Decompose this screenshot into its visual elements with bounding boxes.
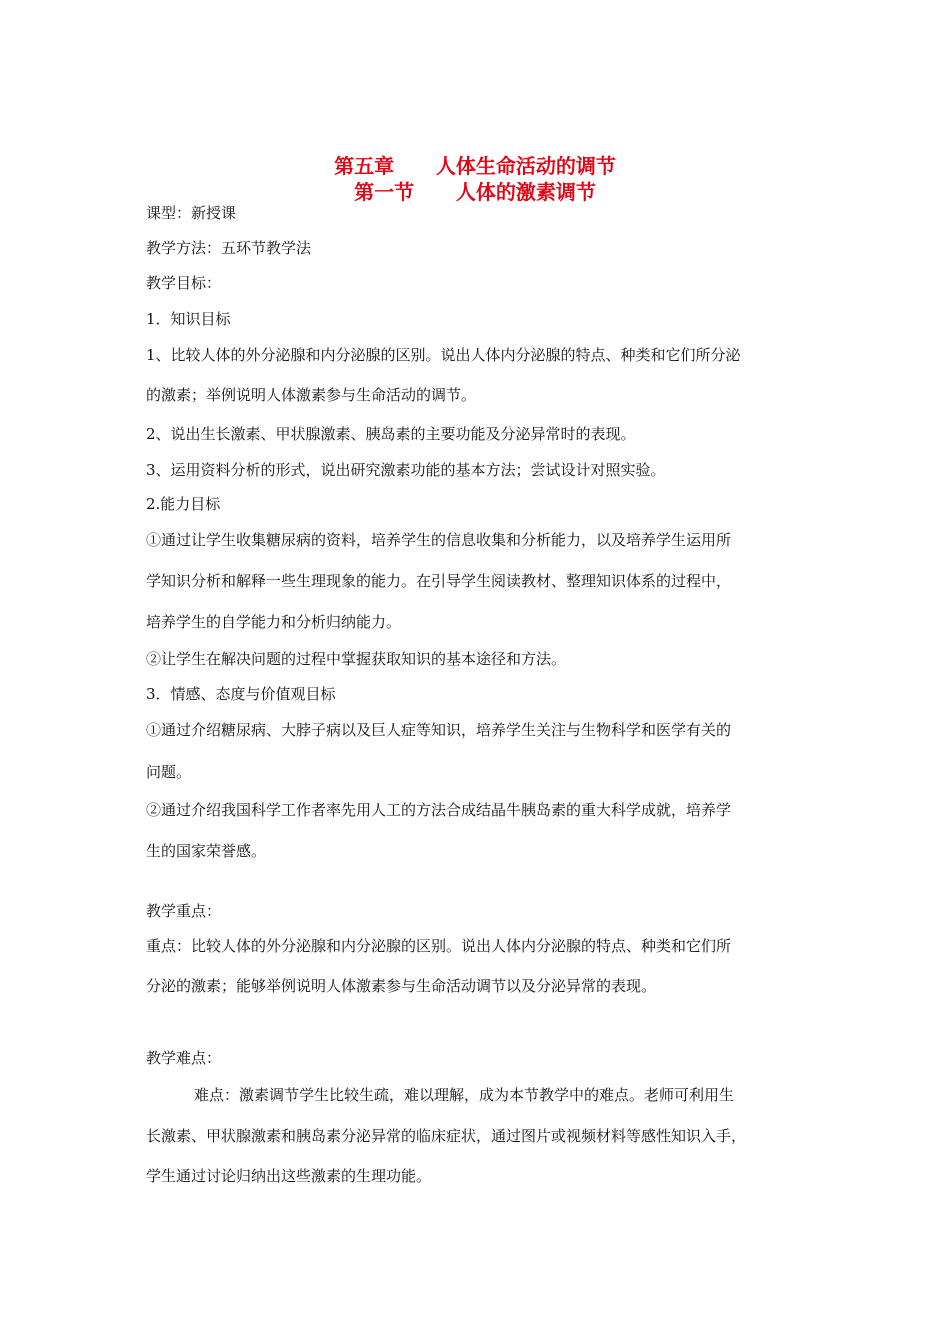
paragraph-line: ①通过介绍糖尿病、大脖子病以及巨人症等知识，培养学生关注与生物科学和医学有关的 (146, 721, 732, 739)
paragraph-line: 生的国家荣誉感。 (146, 842, 267, 860)
section-title: 第一节 人体的激素调节 (354, 180, 596, 204)
difficulties-heading: 教学难点： (146, 1049, 222, 1067)
paragraph-line: ①通过让学生收集糖尿病的资料，培养学生的信息收集和分析能力，以及培养学生运用所 (146, 531, 732, 549)
paragraph-line: 培养学生的自学能力和分析归纳能力。 (146, 613, 402, 631)
paragraph-line: 2、说出生长激素、甲状腺激素、胰岛素的主要功能及分泌异常时的表现。 (146, 425, 636, 443)
paragraph-line: ②通过介绍我国科学工作者率先用人工的方法合成结晶牛胰岛素的重大科学成就，培养学 (146, 801, 732, 819)
attitude-objective-heading: 3．情感、态度与价值观目标 (146, 685, 336, 703)
paragraph-line: 1、比较人体的外分泌腺和内分泌腺的区别。说出人体内分泌腺的特点、种类和它们所分泌 (146, 346, 741, 364)
paragraph-line: 的激素；举例说明人体激素参与生命活动的调节。 (146, 386, 477, 404)
teaching-method: 教学方法：五环节教学法 (146, 239, 312, 257)
knowledge-objective-heading: 1．知识目标 (146, 310, 231, 328)
paragraph-line: 学知识分析和解释一些生理现象的能力。在引导学生阅读教材、整理知识体系的过程中， (146, 572, 732, 590)
key-points-heading: 教学重点： (146, 902, 222, 920)
lesson-type: 课型：新授课 (146, 204, 237, 222)
chapter-title: 第五章 人体生命活动的调节 (334, 154, 616, 178)
paragraph-line: ②让学生在解决问题的过程中掌握获取知识的基本途径和方法。 (146, 650, 567, 668)
paragraph-line: 分泌的激素；能够举例说明人体激素参与生命活动调节以及分泌异常的表现。 (146, 977, 657, 995)
objectives-heading: 教学目标： (146, 274, 222, 292)
paragraph-line: 学生通过讨论归纳出这些激素的生理功能。 (146, 1167, 432, 1185)
paragraph-line: 长激素、甲状腺激素和胰岛素分泌异常的临床症状，通过图片或视频材料等感性知识入手， (146, 1127, 747, 1145)
paragraph-line: 3、运用资料分析的形式，说出研究激素功能的基本方法；尝试设计对照实验。 (146, 461, 666, 479)
paragraph-line: 难点：激素调节学生比较生疏，难以理解，成为本节教学中的难点。老师可利用生 (194, 1086, 735, 1104)
paragraph-line: 问题。 (146, 763, 192, 781)
ability-objective-heading: 2.能力目标 (146, 495, 221, 513)
paragraph-line: 重点：比较人体的外分泌腺和内分泌腺的区别。说出人体内分泌腺的特点、种类和它们所 (146, 937, 732, 955)
